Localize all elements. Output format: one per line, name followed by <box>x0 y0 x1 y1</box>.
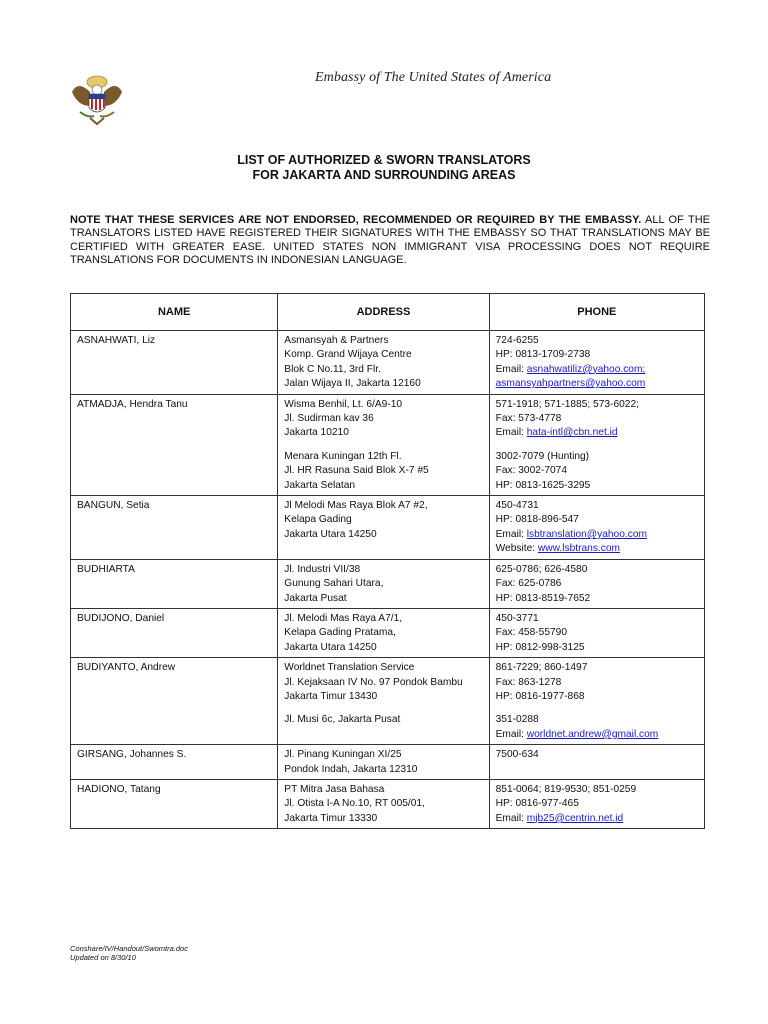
phone-line: HP: 0816-1977-868 <box>495 690 585 702</box>
translator-name: GIRSANG, Johannes S. <box>77 749 187 761</box>
phone-line: 3002-7079 (Hunting) <box>495 450 590 462</box>
website-label: Website: <box>495 543 538 555</box>
table-row <box>71 658 705 745</box>
email-link[interactable]: hata-intl@cbn.net.id <box>526 427 618 439</box>
email-line <box>496 812 698 826</box>
website-link[interactable]: www.lsbtrans.com <box>537 543 620 555</box>
email-line <box>496 363 698 377</box>
table-row <box>71 559 705 608</box>
spacer <box>496 441 698 450</box>
title-line-1: LIST OF AUTHORIZED & SWORN TRANSLATORS <box>237 153 531 167</box>
address-line: Jakarta Pusat <box>284 592 347 604</box>
email-label: Email: <box>495 363 527 375</box>
address-line: Worldnet Translation Service <box>284 662 415 674</box>
address-line: Jakarta Timur 13330 <box>284 812 378 824</box>
address-line: Gunung Sahari Utara, <box>284 578 384 590</box>
address-line: Jl. Industri VII/38 <box>284 563 361 575</box>
table-body <box>71 331 705 829</box>
address-line: Menara Kuningan 12th Fl. <box>284 450 402 462</box>
name-cell <box>71 559 278 608</box>
address-line: Pondok Indah, Jakarta 12310 <box>284 763 418 775</box>
name-cell <box>71 608 278 657</box>
translator-name: HADIONO, Tatang <box>77 783 161 795</box>
spacer <box>496 704 698 713</box>
address-line: Jl. Musi 6c, Jakarta Pusat <box>284 714 401 726</box>
phone-cell <box>489 394 704 495</box>
translator-name: ATMADJA, Hendra Tanu <box>77 398 188 410</box>
name-cell <box>71 658 278 745</box>
translator-name: BANGUN, Setia <box>77 500 150 512</box>
translator-name: ASNAHWATI, Liz <box>77 335 156 346</box>
address-line: Jl. Melodi Mas Raya A7/1, <box>284 612 403 624</box>
table-header-row <box>71 294 705 331</box>
table-row <box>71 779 705 828</box>
column-header-address: ADDRESS <box>278 294 489 331</box>
phone-line: HP: 0818-896-547 <box>495 514 579 526</box>
phone-line: 724-6255 <box>495 335 539 346</box>
name-cell <box>71 496 278 560</box>
phone-line: Fax: 458-55790 <box>495 627 567 639</box>
phone-line: Fax: 863-1278 <box>495 676 562 688</box>
translator-name: BUDIYANTO, Andrew <box>77 662 176 674</box>
phone-line: 571-1918; 571-1885; 573-6022; <box>495 398 639 410</box>
email-line <box>496 377 698 391</box>
address-cell <box>278 658 489 745</box>
phone-cell <box>489 745 704 780</box>
phone-line: HP: 0812-998-3125 <box>495 641 585 653</box>
email-link[interactable]: asmansyahpartners@yahoo.com <box>495 378 646 390</box>
translators-table <box>70 293 705 829</box>
website-line <box>496 542 698 556</box>
address-line: Jakarta Utara 14250 <box>284 528 377 540</box>
table-row <box>71 608 705 657</box>
table-row <box>71 394 705 495</box>
phone-cell <box>489 608 704 657</box>
address-line: Jl. Pinang Kuningan XI/25 <box>284 749 402 761</box>
phone-line: 351-0288 <box>495 714 539 726</box>
phone-cell <box>489 496 704 560</box>
address-line: Jakarta Timur 13430 <box>284 690 378 702</box>
address-cell <box>278 559 489 608</box>
name-cell <box>71 331 278 395</box>
phone-line: 625-0786; 626-4580 <box>495 563 588 575</box>
address-line: Kelapa Gading Pratama, <box>284 627 396 639</box>
table-row <box>71 745 705 780</box>
address-cell <box>278 745 489 780</box>
phone-line: Fax: 625-0786 <box>495 578 562 590</box>
table-row <box>71 496 705 560</box>
phone-cell <box>489 331 704 395</box>
address-cell <box>278 331 489 395</box>
address-line: Jakarta Utara 14250 <box>284 641 377 653</box>
address-line: Jl. HR Rasuna Said Blok X-7 #5 <box>284 465 429 477</box>
address-line: PT Mitra Jasa Bahasa <box>284 783 385 795</box>
phone-cell <box>489 559 704 608</box>
phone-line: HP: 0813-1709-2738 <box>495 349 591 361</box>
email-line <box>496 728 698 742</box>
address-line: Jl Melodi Mas Raya Blok A7 #2, <box>284 500 428 512</box>
address-cell <box>278 779 489 828</box>
phone-line: Fax: 573-4778 <box>495 413 562 425</box>
embassy-seal-icon <box>68 72 126 130</box>
translator-name: BUDIJONO, Daniel <box>77 612 165 624</box>
email-link[interactable]: asnahwatiliz@yahoo.com; <box>526 363 646 375</box>
column-header-name: NAME <box>71 294 278 331</box>
address-line: Jl. Otista I-A No.10, RT 005/01, <box>284 798 425 810</box>
name-cell <box>71 394 278 495</box>
address-line: Jl. Kejaksaan IV No. 97 Pondok Bambu <box>284 676 463 688</box>
email-link[interactable]: lsbtranslation@yahoo.com <box>526 528 647 540</box>
document-title <box>0 153 768 183</box>
translator-name: BUDHIARTA <box>77 563 135 575</box>
spacer <box>284 441 482 450</box>
table-row <box>71 331 705 395</box>
address-line: Jalan Wijaya II, Jakarta 12160 <box>284 378 421 390</box>
phone-line: HP: 0813-8519-7652 <box>495 592 591 604</box>
phone-line: 861-7229; 860-1497 <box>495 662 588 674</box>
address-line: Asmansyah & Partners <box>284 335 389 346</box>
address-line: Blok C No.11, 3rd Flr. <box>284 363 381 375</box>
phone-cell <box>489 779 704 828</box>
phone-line: HP: 0816-977-465 <box>495 798 579 810</box>
title-line-2: FOR JAKARTA AND SURROUNDING AREAS <box>252 168 516 182</box>
disclaimer-note <box>70 214 710 267</box>
address-cell <box>278 496 489 560</box>
spacer <box>284 704 482 713</box>
footer-file-path: Conshare/IV/Handout/Swomtra.doc <box>70 944 188 953</box>
name-cell <box>71 779 278 828</box>
phone-line: 851-0064; 819-9530; 851-0259 <box>495 783 637 795</box>
address-line: Jakarta 10210 <box>284 427 349 439</box>
note-text: ALL OF THE TRANSLATORS LISTED HAVE REGISTERED THEIR SIGNATURES WITH THE EMBASSY SO THAT TRANSLATIONS MAY BE CERTIFIED WITH GREATER EASE. UNITED STATES NON IMMIGRANT VISA PROCESSING DOES NOT REQUIRE TRANSLATIONS FOR DOCUMENTS IN INDONESIAN LANGUAGE. <box>70 214 710 266</box>
phone-line: 450-3771 <box>495 612 539 624</box>
name-cell <box>71 745 278 780</box>
phone-line: 7500-634 <box>495 749 539 761</box>
address-line: Jakarta Selatan <box>284 479 356 491</box>
email-label: Email: <box>495 812 527 824</box>
address-line: Jl. Sudirman kav 36 <box>284 413 374 425</box>
footer <box>70 944 188 962</box>
email-link[interactable]: worldnet.andrew@gmail.com <box>526 728 659 740</box>
email-line <box>496 528 698 542</box>
note-bold: NOTE THAT THESE SERVICES ARE NOT ENDORSED, RECOMMENDED OR REQUIRED BY THE EMBASSY. <box>70 214 642 226</box>
address-cell <box>278 394 489 495</box>
email-label: Email: <box>495 427 527 439</box>
email-line <box>496 426 698 440</box>
footer-updated: Updated on 8/30/10 <box>70 953 136 962</box>
embassy-header: Embassy of The United States of America <box>315 70 552 85</box>
phone-line: HP: 0813-1625-3295 <box>495 479 591 491</box>
address-line: Wisma Benhil, Lt. 6/A9-10 <box>284 398 403 410</box>
phone-cell <box>489 658 704 745</box>
address-line: Kelapa Gading <box>284 514 352 526</box>
column-header-phone: PHONE <box>489 294 704 331</box>
phone-line: Fax: 3002-7074 <box>495 465 567 477</box>
email-label: Email: <box>495 528 527 540</box>
email-link[interactable]: mjb25@centrin.net.id <box>526 812 624 824</box>
address-line: Komp. Grand Wijaya Centre <box>284 349 412 361</box>
email-label: Email: <box>495 728 527 740</box>
address-cell <box>278 608 489 657</box>
phone-line: 450-4731 <box>495 500 539 512</box>
